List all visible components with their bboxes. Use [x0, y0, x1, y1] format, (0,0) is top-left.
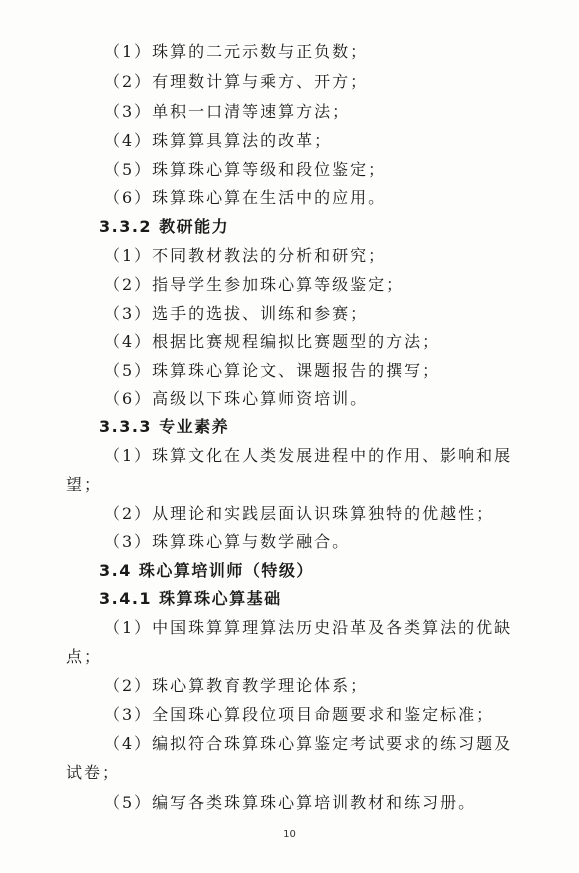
list-item-continuation: 试卷；: [66, 763, 121, 782]
list-item: （3）单积一口清等速算方法；: [104, 102, 351, 121]
list-item-continuation: 望；: [66, 475, 103, 494]
list-item: （1）中国珠算算理算法历史沿革及各类算法的优缺: [104, 618, 513, 637]
list-item: （4）珠算算具算法的改革；: [104, 131, 333, 150]
list-item: （2）有理数计算与乘方、开方；: [104, 72, 369, 91]
list-item: （1）珠算文化在人类发展进程中的作用、影响和展: [104, 446, 513, 465]
list-item: （3）选手的选拔、训练和参赛；: [104, 304, 369, 323]
list-item: （2）珠心算教育教学理论体系；: [104, 676, 369, 695]
page-number: 10: [283, 829, 296, 840]
list-item: （4）编拟符合珠算珠心算鉴定考试要求的练习题及: [104, 734, 513, 753]
list-item: （5）编写各类珠算珠心算培训教材和练习册。: [104, 793, 477, 812]
section-heading: 3.3.2 教研能力: [99, 217, 230, 236]
list-item: （1）珠算的二元示数与正负数；: [104, 42, 369, 61]
list-item: （4）根据比赛规程编拟比赛题型的方法；: [104, 332, 441, 351]
list-item: （6）高级以下珠心算师资培训。: [104, 389, 369, 408]
list-item: （5）珠算珠心算论文、课题报告的撰写；: [104, 361, 441, 380]
list-item: （3）珠算珠心算与数学融合。: [104, 532, 351, 551]
list-item: （1）不同教材教法的分析和研究；: [104, 246, 387, 265]
section-heading: 3.4.1 珠算珠心算基础: [99, 589, 282, 608]
list-item-continuation: 点；: [66, 647, 103, 666]
list-item: （2）指导学生参加珠心算等级鉴定；: [104, 275, 405, 294]
list-item: （2）从理论和实践层面认识珠算独特的优越性；: [104, 504, 495, 523]
list-item: （5）珠算珠心算等级和段位鉴定；: [104, 160, 387, 179]
section-heading: 3.4 珠心算培训师（特级）: [99, 561, 314, 580]
list-item: （6）珠算珠心算在生活中的应用。: [104, 188, 387, 207]
list-item: （3）全国珠心算段位项目命题要求和鉴定标准；: [104, 705, 495, 724]
section-heading: 3.3.3 专业素养: [99, 417, 230, 436]
